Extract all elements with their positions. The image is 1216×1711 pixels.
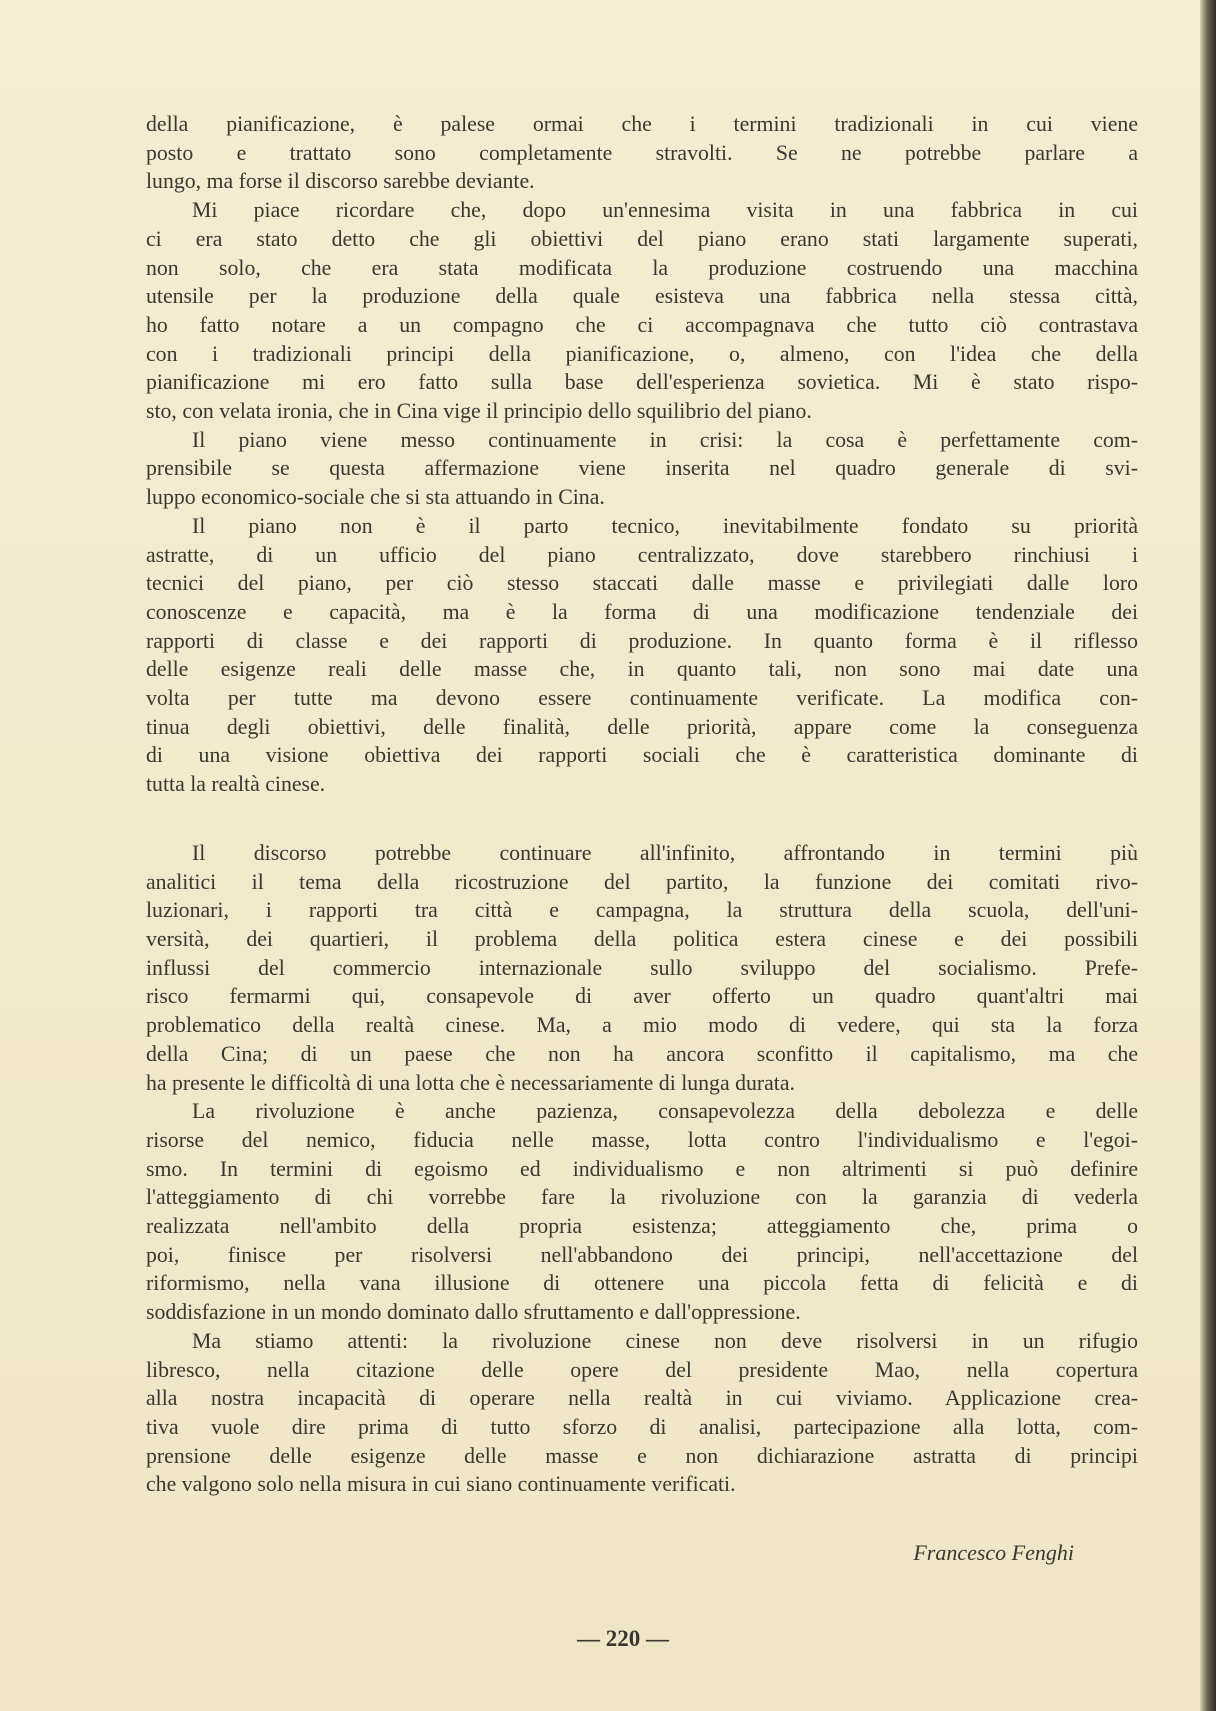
text-line: Il discorso potrebbe continuare all'infinito, affrontando in termini più bbox=[192, 840, 1138, 865]
text-line: analitici il tema della ricostruzione del partito, la funzione dei comitati rivo- bbox=[146, 869, 1138, 894]
text-line: versità, dei quartieri, il problema della politica estera cinese e dei possibili bbox=[146, 926, 1138, 951]
text-line: Il piano viene messo continuamente in crisi: la cosa è perfettamente com- bbox=[192, 427, 1138, 452]
text-line: tecnici del piano, per ciò stesso staccati dalle masse e privilegiati dalle loro bbox=[146, 571, 1138, 596]
text-line: La rivoluzione è anche pazienza, consapevolezza della debolezza e delle bbox=[192, 1099, 1138, 1124]
text-line: delle esigenze reali delle masse che, in quanto tali, non sono mai date una bbox=[146, 657, 1138, 682]
paragraph-gap bbox=[146, 799, 1138, 839]
text-line: della Cina; di un paese che non ha ancora sconfitto il capitalismo, ma che bbox=[146, 1041, 1138, 1066]
text-line: astratte, di un ufficio del piano centralizzato, dove starebbero rinchiusi i bbox=[146, 542, 1138, 567]
text-line: della pianificazione, è palese ormai che i termini tradizionali in cui viene bbox=[146, 112, 1138, 136]
text-line: non solo, che era stata modificata la produzione costruendo una macchina bbox=[146, 255, 1138, 280]
paragraph bbox=[146, 1327, 1138, 1499]
text-line: tutta la realtà cinese. bbox=[146, 772, 326, 797]
text-line: luppo economico-sociale che si sta attuando in Cina. bbox=[146, 485, 605, 510]
text-line: Il piano non è il parto tecnico, inevitabilmente fondato su priorità bbox=[192, 513, 1138, 538]
text-line: riformismo, nella vana illusione di ottenere una piccola fetta di felicità e di bbox=[146, 1271, 1138, 1296]
page-number: — 220 — bbox=[577, 1626, 669, 1651]
text-line: risorse del nemico, fiducia nelle masse, lotta contro l'individualismo e l'egoi- bbox=[146, 1127, 1138, 1152]
article-body bbox=[146, 110, 1138, 1499]
text-line: influssi del commercio internazionale sullo sviluppo del socialismo. Prefe- bbox=[146, 955, 1138, 980]
text-line: pianificazione mi ero fatto sulla base dell'esperienza sovietica. Mi è stato rispo- bbox=[146, 370, 1138, 395]
text-line: di una visione obiettiva dei rapporti sociali che è caratteristica dominante di bbox=[146, 743, 1138, 768]
text-line: conoscenze e capacità, ma è la forma di una modificazione tendenziale dei bbox=[146, 599, 1138, 624]
paragraph bbox=[146, 1097, 1138, 1327]
text-line: sto, con velata ironia, che in Cina vige il principio dello squilibrio del piano. bbox=[146, 399, 812, 424]
text-line: poi, finisce per risolversi nell'abbandono dei principi, nell'accettazione del bbox=[146, 1242, 1138, 1267]
text-line: Mi piace ricordare che, dopo un'ennesima visita in una fabbrica in cui bbox=[192, 198, 1138, 223]
text-line: prensibile se questa affermazione viene inserita nel quadro generale di svi- bbox=[146, 456, 1138, 481]
paragraph bbox=[146, 196, 1138, 426]
text-line: tiva vuole dire prima di tutto sforzo di analisi, partecipazione alla lotta, com- bbox=[146, 1414, 1138, 1439]
text-line: che valgono solo nella misura in cui siano continuamente verificati. bbox=[146, 1472, 736, 1497]
text-line: realizzata nell'ambito della propria esistenza; atteggiamento che, prima o bbox=[146, 1214, 1138, 1239]
text-line: tinua degli obiettivi, delle finalità, delle priorità, appare come la conseguenza bbox=[146, 714, 1138, 739]
text-line: smo. In termini di egoismo ed individualismo e non altrimenti si può definire bbox=[146, 1156, 1138, 1181]
text-line: volta per tutte ma devono essere continuamente verificate. La modifica con- bbox=[146, 686, 1138, 711]
text-line: problematico della realtà cinese. Ma, a mio modo di vedere, qui sta la forza bbox=[146, 1013, 1138, 1038]
text-line: prensione delle esigenze delle masse e non dichiarazione astratta di principi bbox=[146, 1443, 1138, 1468]
text-line: posto e trattato sono completamente stravolti. Se ne potrebbe parlare a bbox=[146, 140, 1138, 165]
page-edge bbox=[1200, 0, 1216, 1711]
text-line: soddisfazione in un mondo dominato dallo sfruttamento e dall'oppressione. bbox=[146, 1300, 801, 1325]
text-line: rapporti di classe e dei rapporti di produzione. In quanto forma è il riflesso bbox=[146, 628, 1138, 653]
paragraph bbox=[146, 512, 1138, 799]
paragraph bbox=[146, 839, 1138, 1097]
text-line: alla nostra incapacità di operare nella realtà in cui viviamo. Applicazione crea- bbox=[146, 1386, 1138, 1411]
text-line: ha presente le difficoltà di una lotta che è necessariamente di lunga durata. bbox=[146, 1070, 795, 1095]
text-line: luzionari, i rapporti tra città e campagna, la struttura della scuola, dell'uni- bbox=[146, 898, 1138, 923]
text-line: l'atteggiamento di chi vorrebbe fare la rivoluzione con la garanzia di vederla bbox=[146, 1185, 1138, 1210]
text-line: ci era stato detto che gli obiettivi del piano erano stati largamente superati, bbox=[146, 226, 1138, 251]
text-line: utensile per la produzione della quale esisteva una fabbrica nella stessa città, bbox=[146, 284, 1138, 309]
text-line: con i tradizionali principi della pianificazione, o, almeno, con l'idea che della bbox=[146, 341, 1138, 366]
text-line: ho fatto notare a un compagno che ci accompagnava che tutto ciò contrastava bbox=[146, 312, 1138, 337]
text-line: lungo, ma forse il discorso sarebbe deviante. bbox=[146, 169, 535, 194]
author-signature: Francesco Fenghi bbox=[913, 1540, 1074, 1565]
text-line: Ma stiamo attenti: la rivoluzione cinese non deve risolversi in un rifugio bbox=[192, 1328, 1138, 1353]
text-line: risco fermarmi qui, consapevole di aver offerto un quadro quant'altri mai bbox=[146, 984, 1138, 1009]
paragraph bbox=[146, 110, 1138, 196]
text-line: libresco, nella citazione delle opere del presidente Mao, nella copertura bbox=[146, 1357, 1138, 1382]
paragraph bbox=[146, 426, 1138, 512]
